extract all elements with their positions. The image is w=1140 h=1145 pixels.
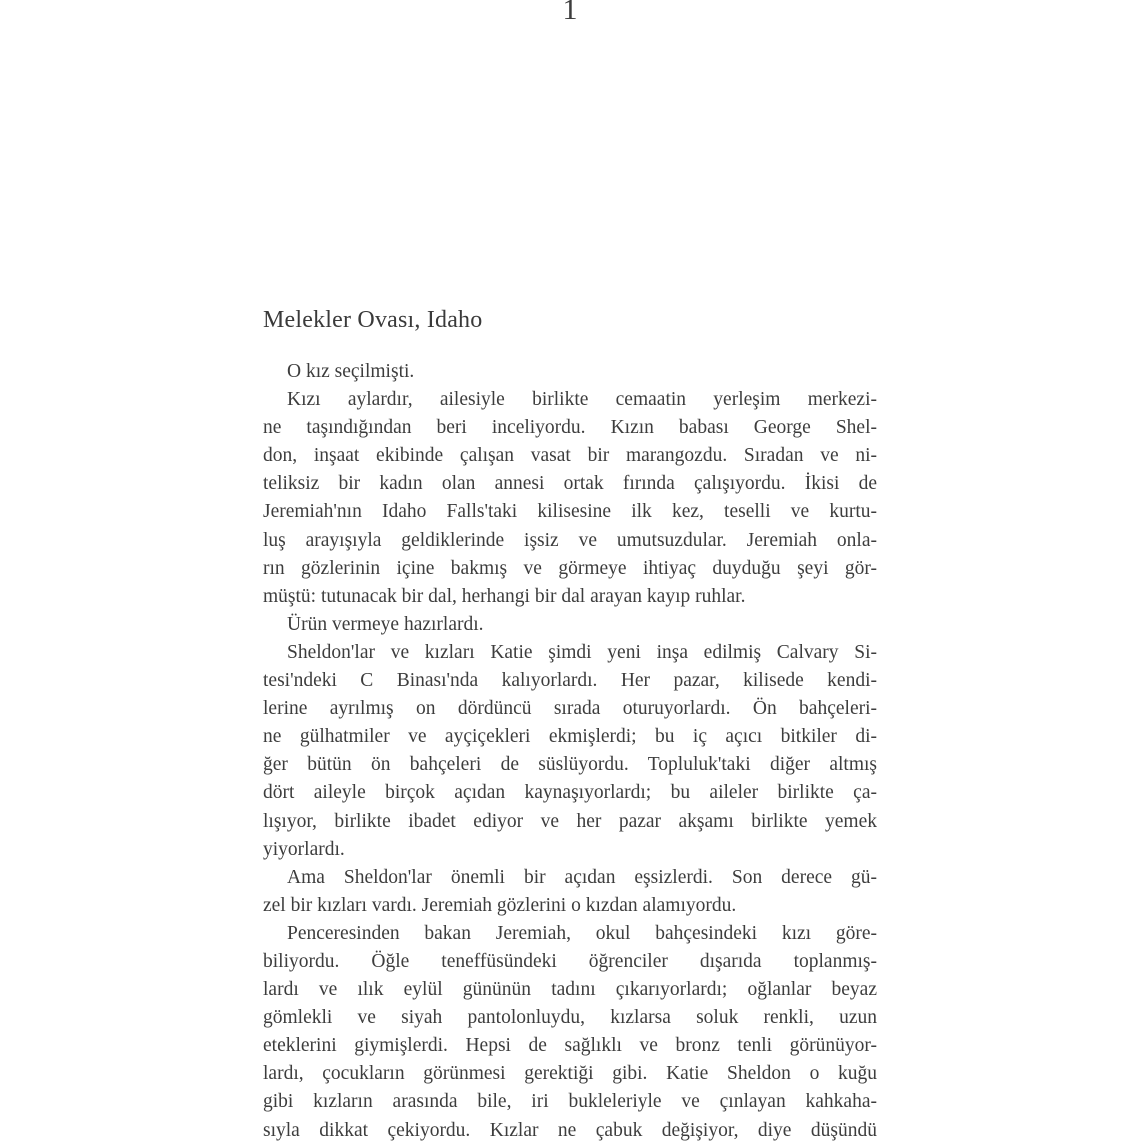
text-line: ğer bütün ön bahçeleri de süslüyordu. Topluluk'taki diğer altmış [263,754,877,776]
text-line: teliksiz bir kadın olan annesi ortak fırında çalışıyordu. İkisi de [263,473,877,495]
chapter-title: Melekler Ovası, Idaho [263,307,483,333]
body-text [263,358,877,1145]
text-block [263,303,877,1145]
text-line: O kız seçilmişti. [287,361,415,382]
text-line: yiyorlardı. [263,838,345,860]
text-line: lışıyor, birlikte ibadet ediyor ve her pazar akşamı birlikte yemek [263,810,877,832]
text-line: lardı, çocukların görünmesi gerektiği gibi. Katie Sheldon o kuğu [263,1063,877,1085]
text-line: luş arayışıyla geldiklerinde işsiz ve umutsuzdular. Jeremiah onla- [263,529,877,551]
text-line: lerine ayrılmış on dördüncü sırada oturuyorlardı. Ön bahçeleri- [263,698,877,720]
text-line: gibi kızların arasında bile, iri bukleleriyle ve çınlayan kahkaha- [263,1091,877,1113]
text-line: Ürün vermeye hazırlardı. [287,613,484,635]
text-line: ne gülhatmiler ve ayçiçekleri ekmişlerdi; bu iç açıcı bitkiler di- [263,726,877,748]
text-line: Kızı aylardır, ailesiyle birlikte cemaatin yerleşim merkezi- [287,389,877,411]
text-line: Ama Sheldon'lar önemli bir açıdan eşsizlerdi. Son derece gü- [287,866,877,888]
text-line: dört aileyle birçok açıdan kaynaşıyorlardı; bu aileler birlikte ça- [263,782,877,804]
text-line: sıyla dikkat çekiyordu. Kızlar ne çabuk değişiyor, diye düşündü [263,1119,877,1141]
text-line: eteklerini giymişlerdi. Hepsi de sağlıklı ve bronz tenli görünüyor- [263,1035,877,1057]
text-line: ne taşındığından beri inceliyordu. Kızın babası George Shel- [263,417,877,439]
text-line: lardı ve ılık eylül gününün tadını çıkarıyorlardı; oğlanlar beyaz [263,979,877,1001]
text-line: Penceresinden bakan Jeremiah, okul bahçesindeki kızı göre- [287,922,877,944]
text-line: biliyordu. Öğle teneffüsündeki öğrenciler dışarıda toplanmış- [263,950,877,972]
text-line: Sheldon'lar ve kızları Katie şimdi yeni inşa edilmiş Calvary Si- [287,641,877,663]
text-line: rın gözlerinin içine bakmış ve görmeye ihtiyaç duyduğu şeyi gör- [263,557,877,579]
text-line: Jeremiah'nın Idaho Falls'taki kilisesine ilk kez, teselli ve kurtu- [263,501,877,523]
text-line: zel bir kızları vardı. Jeremiah gözlerini o kızdan alamıyordu. [263,894,737,916]
text-line: müştü: tutunacak bir dal, herhangi bir dal arayan kayıp ruhlar. [263,585,746,607]
text-line: gömlekli ve siyah pantolonluydu, kızlarsa soluk renkli, uzun [263,1007,877,1029]
chapter-number: 1 [562,0,578,26]
text-line: don, inşaat ekibinde çalışan vasat bir marangozdu. Sıradan ve ni- [263,445,877,467]
text-line: tesi'ndeki C Binası'nda kalıyorlardı. Her pazar, kilisede kendi- [263,670,877,692]
